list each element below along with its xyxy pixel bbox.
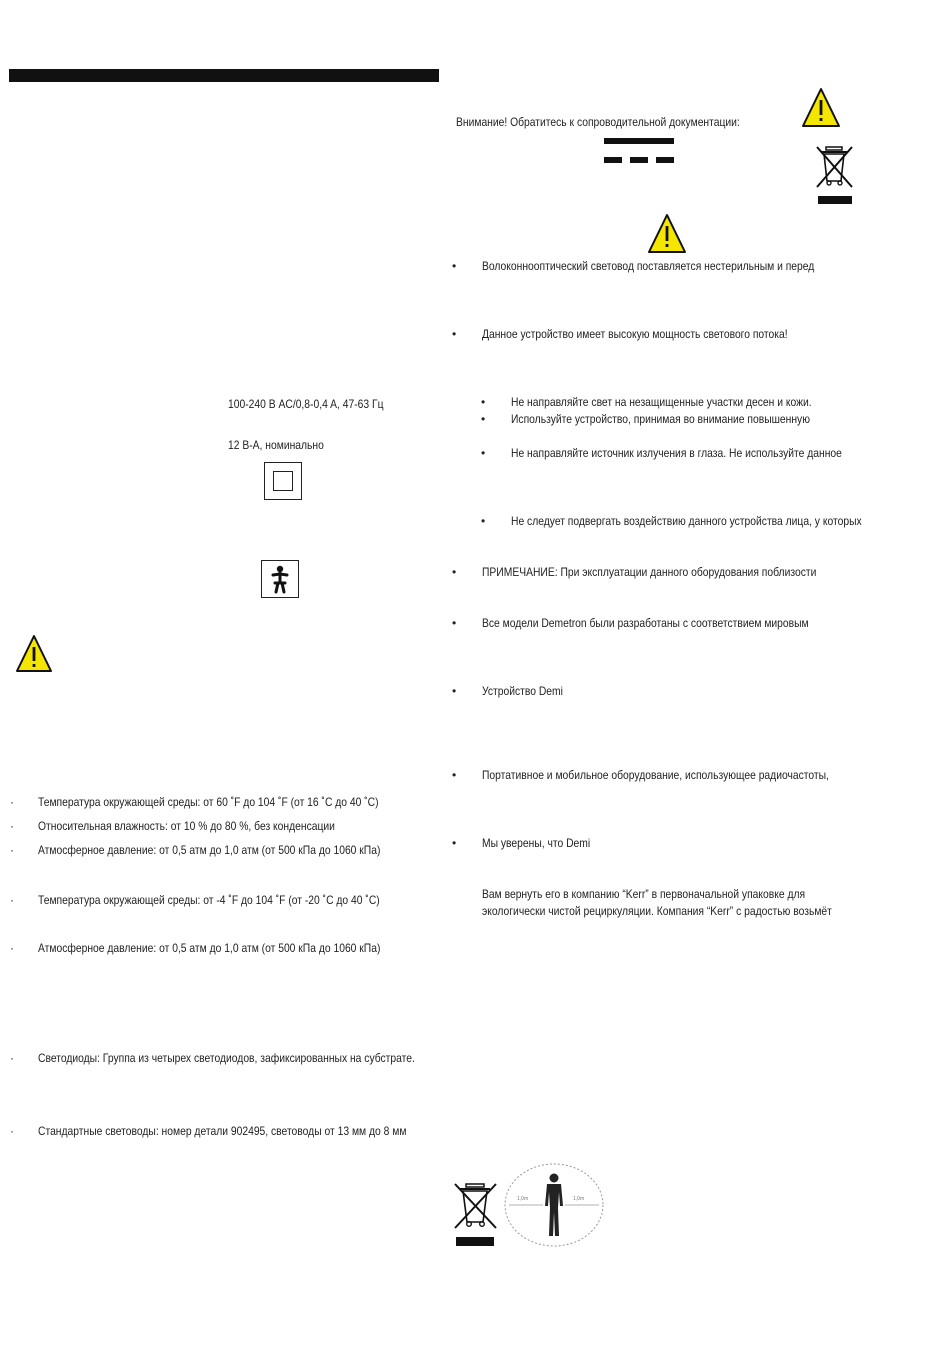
- operating-humidity: Относительная влажность: от 10 % до 80 %, без конденсации: [38, 819, 335, 833]
- warning-triangle-icon: [15, 634, 53, 674]
- class-ii-icon: [264, 462, 302, 500]
- person-distance-icon: [503, 1162, 605, 1248]
- warning-triangle-icon: [801, 87, 841, 129]
- power-spec: 100-240 В AC/0,8-0,4 A, 47-63 Гц: [228, 397, 384, 411]
- operating-temperature: Температура окружающей среды: от 60 ˚F до 104 ˚F (от 16 ˚C до 40 ˚C): [38, 795, 379, 809]
- warning-subitem: Не направляйте источник излучения в глаза. Не используйте данное: [511, 446, 842, 460]
- dc-symbol-icon: [604, 138, 674, 166]
- warning-triangle-icon: [647, 213, 687, 255]
- warning-subitem: Используйте устройство, принимая во внимание повышенную: [511, 412, 810, 426]
- weee-bin-icon: [812, 143, 858, 207]
- warning-subitem: Не следует подвергать воздействию данного устройства лица, у которых: [511, 514, 862, 528]
- light-guides-spec: Стандартные световоды: номер детали 902495, световоды от 13 мм до 8 мм: [38, 1124, 407, 1138]
- warning-item: Данное устройство имеет высокую мощность светового потока!: [482, 327, 788, 341]
- header-bar: [9, 69, 439, 82]
- operating-pressure: Атмосферное давление: от 0,5 атм до 1,0 атм (от 500 кПа до 1060 кПа): [38, 843, 381, 857]
- warning-item: Устройство Demi: [482, 684, 563, 698]
- warning-item: ПРИМЕЧАНИЕ: При эксплуатации данного оборудования поблизости: [482, 565, 817, 579]
- warning-item: Все модели Demetron были разработаны с соответствием мировым: [482, 616, 809, 630]
- weee-bin-icon: [450, 1180, 502, 1250]
- leds-spec: Светодиоды: Группа из четырех светодиодов, зафиксированных на субстрате.: [38, 1051, 415, 1065]
- storage-temperature: Температура окружающей среды: от -4 ˚F до 104 ˚F (от -20 ˚C до 40 ˚C): [38, 893, 380, 907]
- storage-pressure: Атмосферное давление: от 0,5 атм до 1,0 атм (от 500 кПа до 1060 кПа): [38, 941, 381, 955]
- recycle-text-line: Вам вернуть его в компанию “Kerr” в первоначальной упаковке для: [482, 887, 806, 901]
- distance-label-right: 1,0m: [573, 1196, 585, 1202]
- attention-text: Внимание! Обратитесь к сопроводительной документации:: [456, 115, 740, 129]
- warning-item: Мы уверены, что Demi: [482, 836, 591, 850]
- warning-subitem: Не направляйте свет на незащищенные участки десен и кожи.: [511, 395, 812, 409]
- distance-label-left: 1,0m: [517, 1196, 529, 1202]
- warning-item: Волоконнооптический световод поставляется нестерильным и перед: [482, 259, 815, 273]
- power-rating: 12 В-А, номинально: [228, 438, 324, 452]
- recycle-text-line: экологически чистой рециркуляции. Компания “Kerr” с радостью возьмёт: [482, 904, 832, 918]
- warning-item: Портативное и мобильное оборудование, использующее радиочастоты,: [482, 768, 829, 782]
- type-b-body-icon: [261, 560, 299, 598]
